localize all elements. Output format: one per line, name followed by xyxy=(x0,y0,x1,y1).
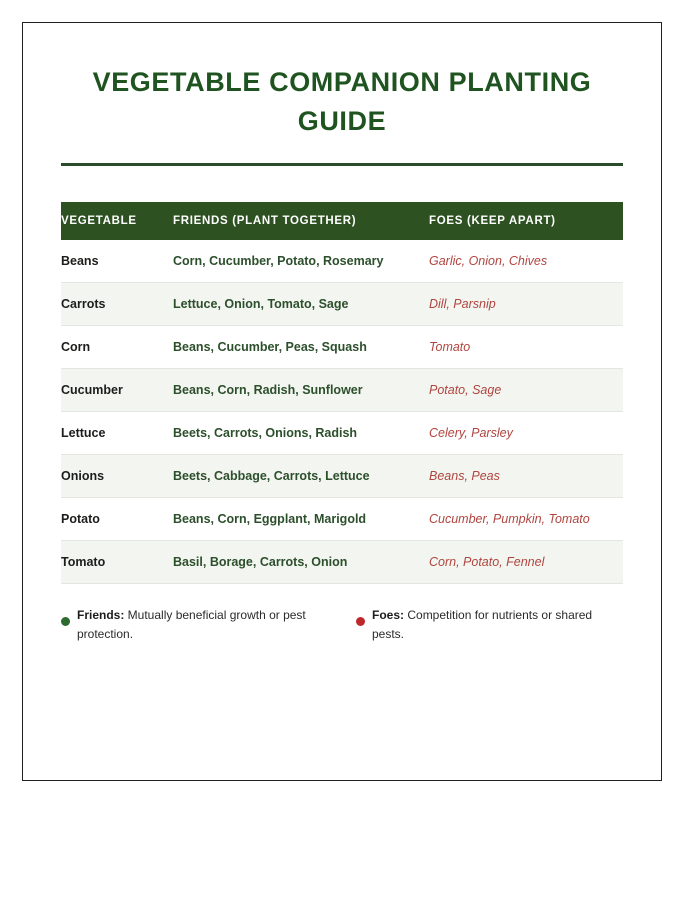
legend-item-friends xyxy=(61,606,328,643)
table-row xyxy=(61,283,623,326)
page-title: VEGETABLE COMPANION PLANTING GUIDE xyxy=(92,67,592,137)
table-row xyxy=(61,541,623,584)
sheet-content xyxy=(61,63,623,643)
table-row xyxy=(61,455,623,498)
cell-vegetable: Onions xyxy=(61,469,105,484)
title-divider xyxy=(61,163,623,166)
cell-friends: Beans, Corn, Radish, Sunflower xyxy=(173,383,363,398)
table-row xyxy=(61,412,623,455)
legend-item-foes xyxy=(356,606,623,643)
cell-foes: Potato, Sage xyxy=(429,383,502,398)
legend xyxy=(61,606,623,643)
cell-vegetable: Potato xyxy=(61,512,100,527)
table-row xyxy=(61,369,623,412)
legend-friends-description: Mutually beneficial growth or pest protection. xyxy=(77,608,306,641)
column-header-vegetable: VEGETABLE xyxy=(61,202,173,240)
cell-foes: Beans, Peas xyxy=(429,469,500,484)
cell-friends: Beets, Carrots, Onions, Radish xyxy=(173,426,358,441)
cell-vegetable: Cucumber xyxy=(61,383,123,398)
legend-foes-text xyxy=(372,606,623,643)
cell-friends: Beets, Cabbage, Carrots, Lettuce xyxy=(173,469,370,484)
cell-vegetable: Tomato xyxy=(61,555,106,570)
cell-foes: Celery, Parsley xyxy=(429,426,513,441)
cell-friends: Beans, Cucumber, Peas, Squash xyxy=(173,340,367,355)
table-row xyxy=(61,326,623,369)
cell-foes: Tomato xyxy=(429,340,471,355)
legend-friends-label: Friends: xyxy=(77,608,125,623)
companion-planting-table xyxy=(61,202,623,584)
red-dot-icon xyxy=(356,617,365,626)
cell-friends: Beans, Corn, Eggplant, Marigold xyxy=(173,512,367,527)
legend-foes-label: Foes: xyxy=(372,608,405,623)
printable-page-frame xyxy=(22,22,662,781)
column-header-foes: FOES (KEEP APART) xyxy=(429,202,623,240)
cell-foes: Garlic, Onion, Chives xyxy=(429,254,548,269)
cell-foes: Cucumber, Pumpkin, Tomato xyxy=(429,512,590,527)
cell-vegetable: Carrots xyxy=(61,297,106,312)
cell-friends: Basil, Borage, Carrots, Onion xyxy=(173,555,348,570)
cell-vegetable: Lettuce xyxy=(61,426,106,441)
cell-foes: Corn, Potato, Fennel xyxy=(429,555,545,570)
cell-vegetable: Beans xyxy=(61,254,99,269)
table-header xyxy=(61,202,623,240)
cell-vegetable: Corn xyxy=(61,340,91,355)
table-header-row xyxy=(61,202,623,240)
legend-foes-description: Competition for nutrients or shared pests. xyxy=(372,608,593,641)
green-dot-icon xyxy=(61,617,70,626)
legend-friends-text xyxy=(77,606,328,643)
column-header-friends: FRIENDS (PLANT TOGETHER) xyxy=(173,202,429,240)
table-row xyxy=(61,240,623,283)
table-body xyxy=(61,240,623,584)
table-row xyxy=(61,498,623,541)
cell-foes: Dill, Parsnip xyxy=(429,297,496,312)
cell-friends: Lettuce, Onion, Tomato, Sage xyxy=(173,297,349,312)
cell-friends: Corn, Cucumber, Potato, Rosemary xyxy=(173,254,384,269)
